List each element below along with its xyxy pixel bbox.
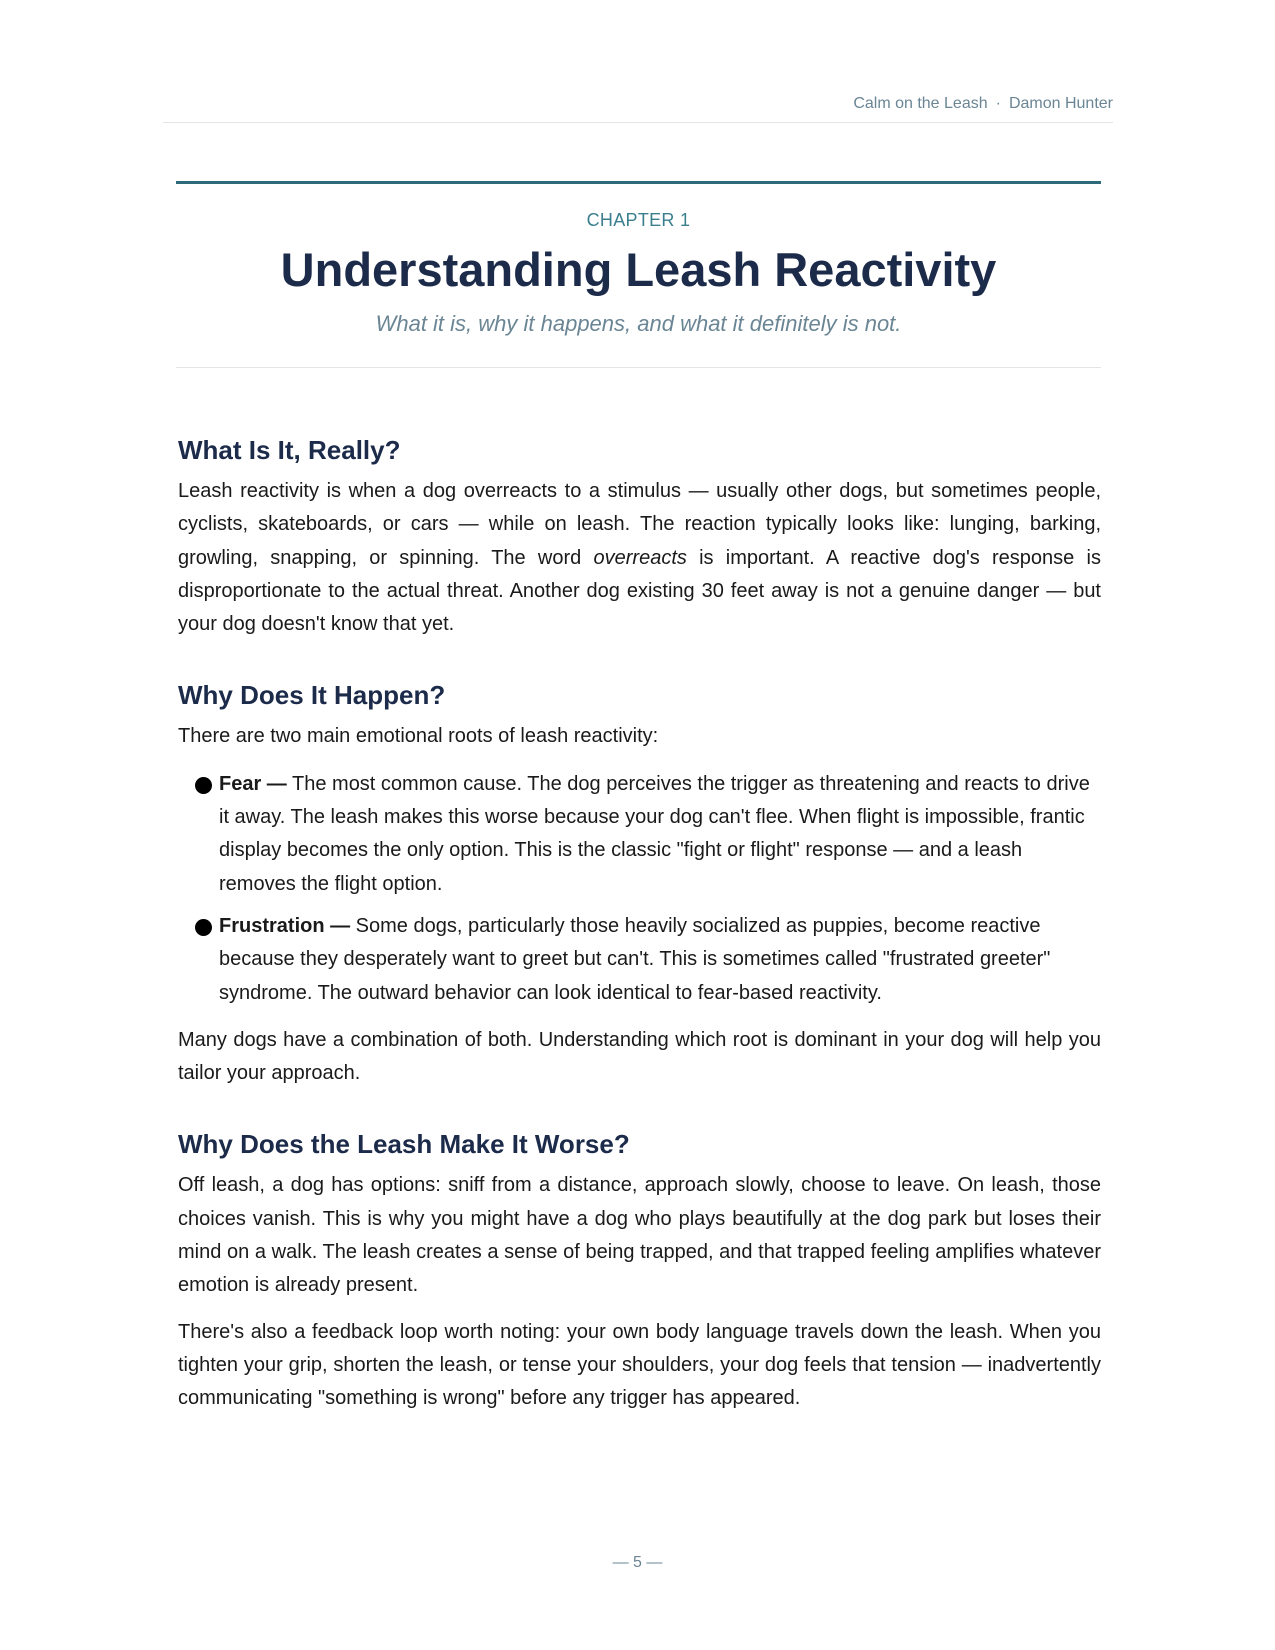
paragraph-text: Leash reactivity is when a dog overreacts to a stimulus — usually other dogs, but sometimes people, cyclists, skateboards, or cars — while on leash. The reaction typically looks like: lunging, barking, growling, snapping, or spinning. The word [178, 480, 1101, 569]
section-why-does-it-happen [178, 678, 1101, 1090]
section-heading: Why Does the Leash Make It Worse? [178, 1129, 630, 1160]
body-paragraph [178, 475, 1101, 641]
body-paragraph: There are two main emotional roots of leash reactivity: [178, 725, 659, 748]
section-heading: What Is It, Really? [178, 435, 401, 465]
list-item [178, 910, 1101, 1010]
bullet-term: Frustration — [219, 914, 351, 937]
chapter-heading-block [176, 181, 1101, 368]
header-separator: · [995, 95, 1001, 112]
bullet-icon [195, 919, 212, 936]
section-what-is-it [178, 433, 1101, 641]
bullet-list [178, 768, 1101, 1010]
body-paragraph: There's also a feedback loop worth noting: your own body language travels down the leash. When you tighten your grip, shorten the leash, or tense your shoulders, your dog feels that tension — inadvertently communicating "something is wrong" before any trigger has appeared. [178, 1320, 1101, 1410]
emphasis-text: overreacts [593, 546, 687, 569]
chapter-title: Understanding Leash Reactivity [280, 243, 997, 296]
running-header [163, 95, 1113, 123]
bullet-icon [195, 777, 212, 794]
list-item [178, 768, 1101, 901]
bullet-text: The most common cause. The dog perceives the trigger as threatening and reacts to drive it away. The leash makes this worse because your dog can't flee. When flight is impossible, frantic display becomes the only option. This is the classic "fight or flight" response — and a leash removes the flight option. [219, 772, 1090, 895]
section-heading: Why Does It Happen? [178, 680, 446, 711]
section-leash-worse [178, 1127, 1101, 1415]
chapter-subtitle: What it is, why it happens, and what it definitely is not. [375, 311, 902, 336]
bullet-term: Fear — [219, 772, 287, 795]
page-number: — 5 — [612, 1554, 663, 1571]
chapter-body [178, 433, 1101, 1416]
bullet-text: Some dogs, particularly those heavily socialized as puppies, become reactive because they desperately want to greet but can't. This is sometimes called "frustrated greeter" syndrome. The outward behavior can look identical to fear-based reactivity. [219, 914, 1051, 1004]
book-title: Calm on the Leash [853, 95, 988, 112]
chapter-bottom-rule [176, 367, 1101, 368]
author-name: Damon Hunter [1008, 95, 1113, 112]
chapter-top-rule [176, 181, 1101, 184]
chapter-label: CHAPTER 1 [586, 210, 691, 230]
body-paragraph: Off leash, a dog has options: sniff from a distance, approach slowly, choose to leave. On leash, those choices vanish. This is why you might have a dog who plays beautifully at the dog park but loses their mind on a walk. The leash creates a sense of being trapped, and that trapped feeling amplifies whatever emotion is already present. [178, 1174, 1101, 1297]
paragraph-text: is important. A reactive dog's response is disproportionate to the actual threat. Another dog existing 30 feet away is not a genuine danger — but your dog doesn't know that yet. [178, 546, 1101, 636]
body-paragraph: Many dogs have a combination of both. Understanding which root is dominant in your dog will help you tailor your approach. [178, 1028, 1101, 1085]
